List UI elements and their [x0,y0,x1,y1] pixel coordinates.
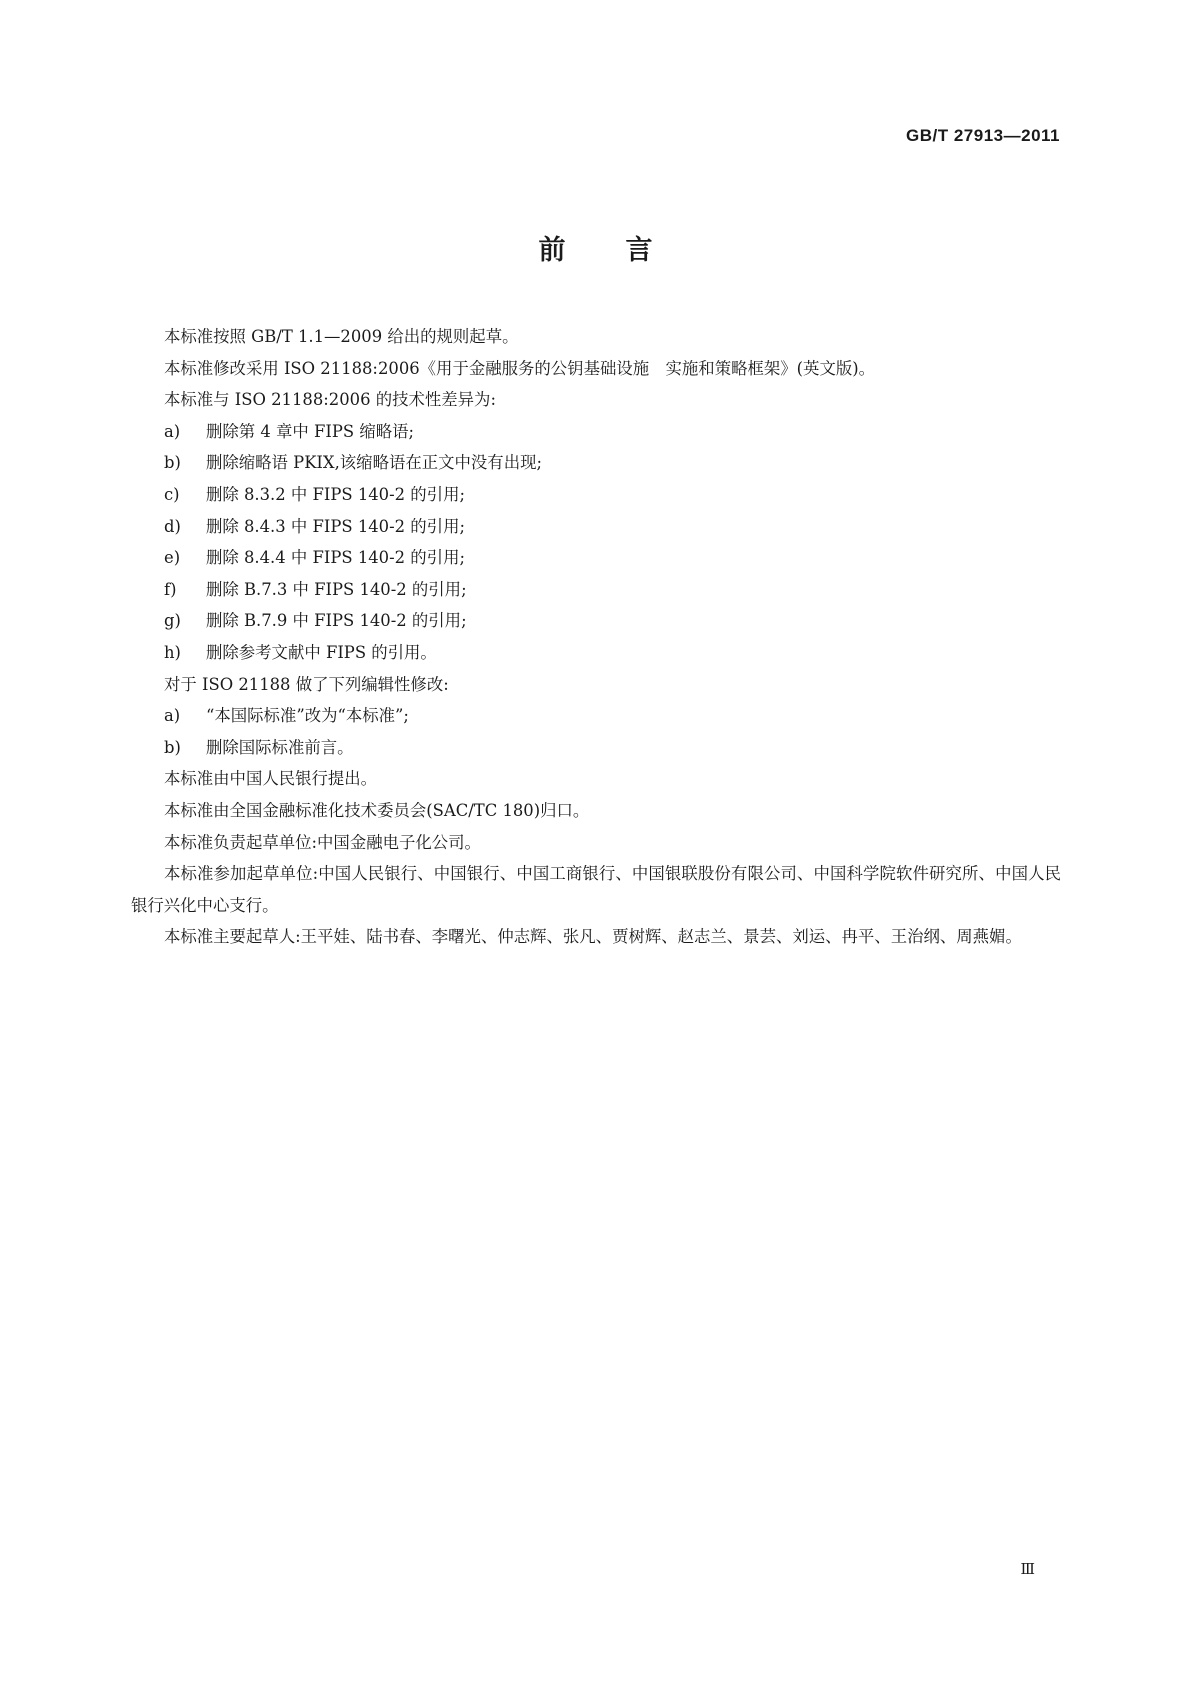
list-item [131,542,1061,574]
technical-differences-list [131,416,1061,669]
list-item-text: 删除缩略语 PKIX,该缩略语在正文中没有出现; [206,453,542,473]
list-item [131,732,1061,764]
list-item-text: 删除 B.7.3 中 FIPS 140-2 的引用; [206,579,467,599]
list-marker: f) [164,579,177,599]
list-item-text: 删除国际标准前言。 [206,737,354,757]
list-marker: a) [164,706,181,726]
list-item-text: 删除第 4 章中 FIPS 缩略语; [206,421,415,441]
list-item [131,447,1061,479]
paragraph-technical-differences: 本标准与 ISO 21188:2006 的技术性差异为: [164,390,496,410]
list-marker: e) [164,548,181,568]
list-item-text: 删除 8.4.3 中 FIPS 140-2 的引用; [206,516,465,536]
paragraph-proposer: 本标准由中国人民银行提出。 [164,769,378,789]
list-marker: d) [164,516,181,536]
list-item [131,700,1061,732]
paragraph-committee: 本标准由全国金融标准化技术委员会(SAC/TC 180)归口。 [164,800,590,820]
list-item-text: 删除参考文献中 FIPS 的引用。 [206,642,437,662]
paragraph-responsible-drafter: 本标准负责起草单位:中国金融电子化公司。 [164,832,481,852]
editorial-changes-list [131,700,1061,763]
list-marker: g) [164,611,181,631]
paragraph-participating-drafters: 本标准参加起草单位:中国人民银行、中国银行、中国工商银行、中国银联股份有限公司、中国科学院软件研究所、中国人民银行兴化中心支行。 [131,864,1061,915]
list-item-text: 删除 B.7.9 中 FIPS 140-2 的引用; [206,611,467,631]
page-title: 前言 [538,235,713,266]
paragraph-main-drafters: 本标准主要起草人:王平娃、陆书春、李曙光、仲志辉、张凡、贾树辉、赵志兰、景芸、刘运、冉平、王治纲、周燕媚。 [164,927,1022,947]
list-item [131,416,1061,448]
list-item [131,605,1061,637]
list-marker: h) [164,642,181,662]
list-item-text: “本国际标准”改为“本标准”; [206,706,409,726]
list-item-text: 删除 8.3.2 中 FIPS 140-2 的引用; [206,484,465,504]
paragraph-editorial-changes: 对于 ISO 21188 做了下列编辑性修改: [164,674,449,694]
list-item [131,574,1061,606]
list-marker: c) [164,484,180,504]
document-body [131,321,1061,953]
standard-code: GB/T 27913—2011 [906,126,1060,145]
list-item [131,511,1061,543]
list-item-text: 删除 8.4.4 中 FIPS 140-2 的引用; [206,548,465,568]
list-marker: a) [164,421,181,441]
list-marker: b) [164,737,181,757]
list-item [131,637,1061,669]
list-item [131,479,1061,511]
paragraph-adoption: 本标准修改采用 ISO 21188:2006《用于金融服务的公钥基础设施 实施和策略框架》(英文版)。 [164,358,876,378]
list-marker: b) [164,453,181,473]
paragraph-drafting-rules: 本标准按照 GB/T 1.1—2009 给出的规则起草。 [164,327,519,346]
page-number: Ⅲ [1020,1560,1035,1578]
